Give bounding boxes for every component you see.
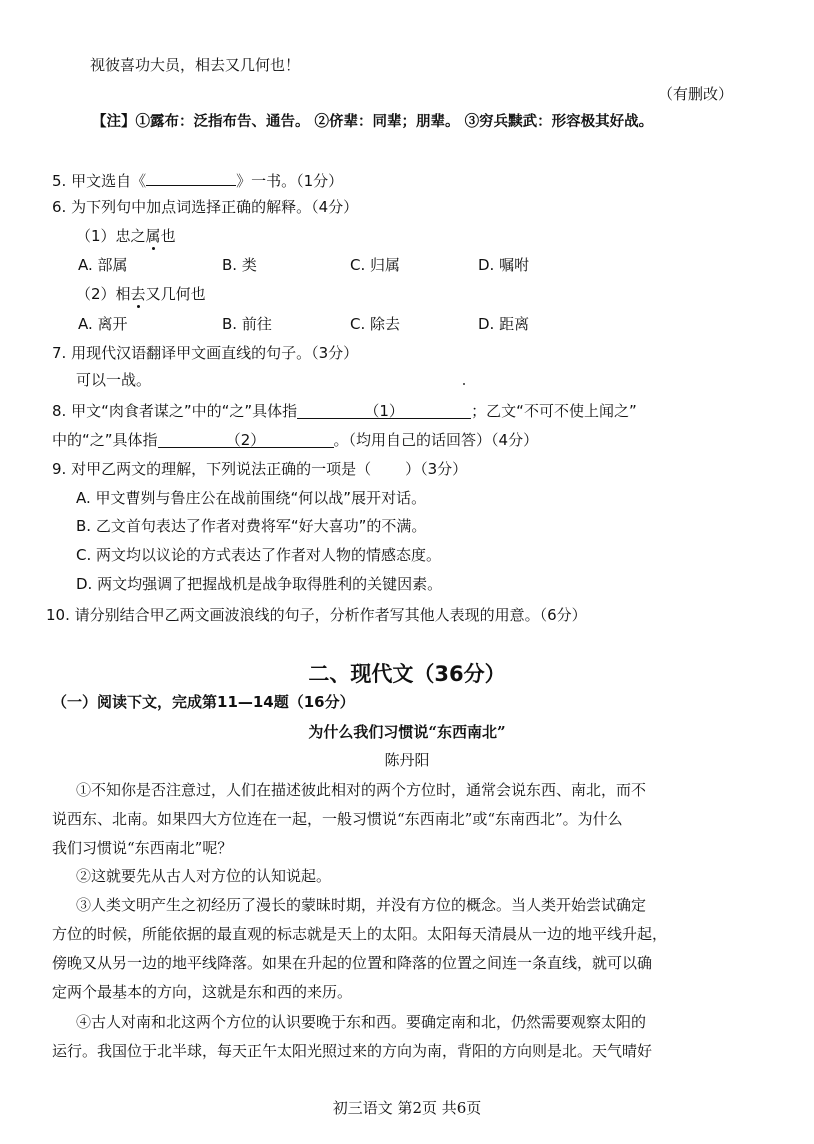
section-title: 二、现代文（36分） [308,662,506,686]
paragraph-4-line-2: 运行。我国位于北半球，每天正午太阳光照过来的方向为南，背阳的方向则是北。天气晴好 [52,1042,653,1060]
q8-suffix: 。（均用自己的话回答）（4分） [333,431,539,449]
question-7-sentence: 可以一战。 [76,371,152,389]
q5-answer-blank[interactable] [146,168,236,186]
paragraph-2-line-1: ②这就要先从古人对方位的认知说起。 [76,867,332,885]
paragraph-1-line-2: 说西东、北南。如果四大方位连在一起，一般习惯说“东西南北”或“东南西北”。为什么 [52,810,623,828]
q6-item1-option-d: D. 嘱咐 [478,256,530,274]
q9-option-c: C. 两文均以议论的方式表达了作者对人物的情感态度。 [76,546,442,564]
q5-suffix: 》一书。（1分） [236,172,344,190]
paragraph-3-line-4: 定两个最基本的方向，这就是东和西的来历。 [52,983,353,1001]
question-10-stem: 10. 请分别结合甲乙两文画波浪线的句子，分析作者写其他人表现的用意。（6分） [46,606,587,624]
q9-option-b: B. 乙文首句表达了作者对费将军“好大喜功”的不满。 [76,517,427,535]
q6-item2-option-c: C. 除去 [350,315,401,333]
q9-option-a: A. 甲文曹刿与鲁庄公在战前围绕“何以战”展开对话。 [76,489,427,507]
paragraph-3-line-3: 傍晚又从另一边的地平线降落。如果在升起的位置和降落的位置之间连一条直线，就可以确 [52,954,653,972]
q8-middle: ；乙文“不可不使上闻之” [471,402,637,420]
question-6-item-2 [76,284,206,304]
footnote: 【注】①露布：泛指布告、通告。 ②侪辈：同辈；朋辈。 ③穷兵黩武：形容极其好战。 [92,113,654,130]
paragraph-3-line-1: ③人类文明产生之初经历了漫长的蒙昧时期，并没有方位的概念。当人类开始尝试确定 [76,896,647,914]
q5-prefix: 5. 甲文选自《 [52,172,147,190]
question-5 [52,168,343,191]
article-title: 为什么我们习惯说“东西南北” [308,723,506,741]
paragraph-1-line-3: 我们习惯说“东西南北”呢？ [52,839,233,857]
paragraph-3-line-2: 方位的时候，所能依据的最直观的标志就是天上的太阳。太阳每天清晨从一边的地平线升起， [52,925,668,943]
q8-line2-prefix: 中的“之”具体指 [52,431,158,449]
question-7-stem: 7. 用现代汉语翻译甲文画直线的句子。（3分） [52,344,359,362]
question-9-stem [52,459,467,479]
page-footer: 初三语文 第2页 共6页 [332,1099,482,1117]
q8-blank-1[interactable]: （1） [297,401,471,419]
q6-item2-option-a: A. 离开 [78,315,128,333]
q9-option-d: D. 两文均强调了把握战机是战争取得胜利的关键因素。 [76,575,443,593]
q6-item1-post: 也 [160,227,176,245]
q6-item1-dotted-word: 属 [145,227,161,245]
q6-item2-option-b: B. 前往 [222,315,272,333]
scan-speck [463,383,465,385]
q8-blank-2[interactable]: （2） [158,430,334,448]
article-author: 陈丹阳 [384,751,430,769]
passage-last-line: 视彼喜功大员，相去又几何也！ [90,56,301,74]
section-subtitle: （一）阅读下文，完成第11—14题（16分） [52,693,355,711]
q6-item1-option-a: A. 部属 [78,256,128,274]
question-8-line-1 [52,401,637,421]
q6-item2-dotted-word: 去 [130,285,146,303]
q6-item1-pre: （1）忠之 [76,227,146,245]
q9-stem-suffix: ）（3分） [405,460,468,478]
question-6-item-1 [76,226,176,246]
question-8-line-2 [52,430,538,450]
q8-prefix: 8. 甲文“肉食者谋之”中的“之”具体指 [52,402,298,420]
q6-item2-option-d: D. 距离 [478,315,530,333]
q6-item2-post: 又几何也 [145,285,206,303]
paragraph-4-line-1: ④古人对南和北这两个方位的认识要晚于东和西。要确定南和北，仍然需要观察太阳的 [76,1013,647,1031]
q6-item1-option-c: C. 归属 [350,256,401,274]
question-6-stem: 6. 为下列句中加点词选择正确的解释。（4分） [52,198,359,216]
q9-stem-prefix: 9. 对甲乙两文的理解，下列说法正确的一项是（ [52,460,372,478]
source-note: （有删改） [658,85,734,103]
q6-item1-option-b: B. 类 [222,256,257,274]
paragraph-1-line-1: ①不知你是否注意过，人们在描述彼此相对的两个方位时，通常会说东西、南北，而不 [76,781,647,799]
q6-item2-pre: （2）相 [76,285,131,303]
